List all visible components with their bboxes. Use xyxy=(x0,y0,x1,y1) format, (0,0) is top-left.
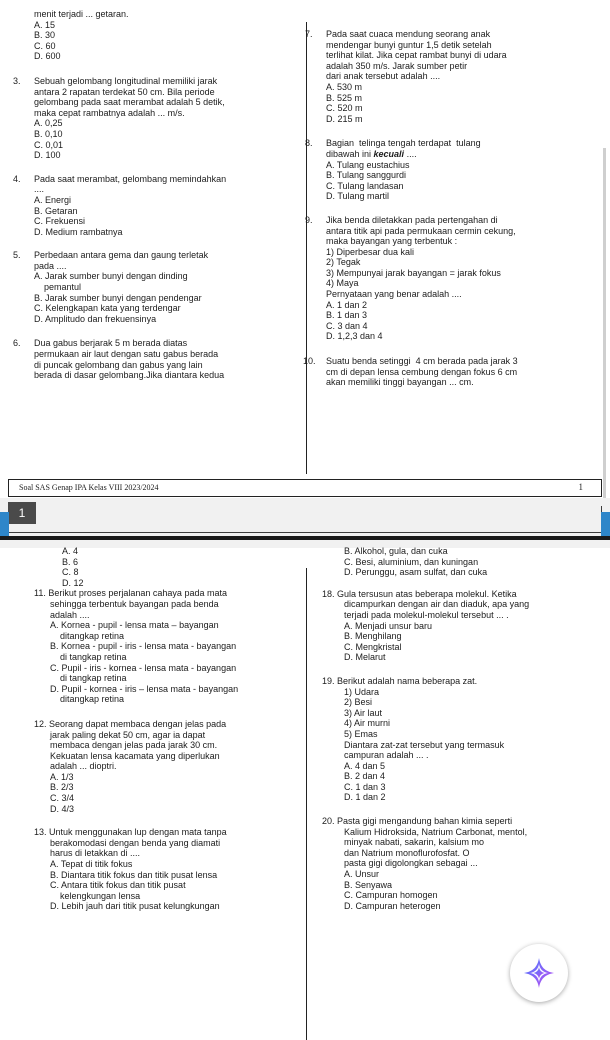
answer-option: ditangkap retina xyxy=(50,694,125,705)
answer-option: B. Jarak sumber bunyi dengan pendengar xyxy=(34,292,202,303)
question-13 xyxy=(34,827,298,912)
question-number: 18. xyxy=(322,588,335,599)
answer-option: D. Amplitudo dan frekuensinya xyxy=(34,313,157,324)
page1-left-column xyxy=(13,9,296,381)
answer-option: C. Pupil - iris - kornea - lensa mata - bayangan xyxy=(50,662,237,673)
question-text: minyak nabati, sakarin, kalsium mo xyxy=(344,837,485,848)
question-text-part: Untuk menggunakan lup dengan mata tanpa xyxy=(49,827,227,838)
answer-option: B. 525 m xyxy=(326,92,363,103)
answer-option: B. 0,10 xyxy=(34,128,63,139)
column-divider xyxy=(306,568,307,1040)
page2-left-column xyxy=(34,546,298,912)
question-text-part: .... xyxy=(404,148,417,159)
answer-option: A. 1 dan 2 xyxy=(326,299,368,310)
question-text: dan Natrium monoflurofosfat. O xyxy=(344,847,470,858)
answer-option: A. Kornea - pupil - lensa mata – bayangan xyxy=(50,620,219,631)
answer-option: C. 0,01 xyxy=(34,139,64,150)
question-text: Suatu benda setinggi 4 cm berada pada jarak 3 xyxy=(326,356,518,367)
emphasis-word: kecuali xyxy=(373,148,405,159)
question-text: akan memiliki tinggi bayangan ... cm. xyxy=(326,377,474,388)
question-number: 20. xyxy=(322,816,335,827)
answer-option: D. Lebih jauh dari titik pusat kelungkungan xyxy=(50,901,220,912)
question-text: 2) Besi xyxy=(344,697,373,708)
answer-option: D. Melarut xyxy=(344,652,386,663)
question-20 xyxy=(322,816,590,911)
question-text: adalah ... dioptri. xyxy=(50,761,117,772)
answer-option: C. 3/4 xyxy=(50,793,75,804)
answer-option: B. 6 xyxy=(62,556,79,567)
answer-option: A. Menjadi unsur baru xyxy=(344,620,433,631)
question-text: antara titik api pada permukaan cermin cekung, xyxy=(326,225,516,236)
answer-option: A. 530 m xyxy=(326,81,363,92)
answer-option: D. 1,2,3 dan 4 xyxy=(326,331,383,342)
question-text xyxy=(34,719,298,730)
question-number: 3. xyxy=(13,75,21,86)
answer-option: B. Alkohol, gula, dan cuka xyxy=(344,546,448,556)
question-text: Dua gabus berjarak 5 m berada diatas xyxy=(34,338,188,349)
question-5 xyxy=(13,250,296,324)
answer-option: B. 30 xyxy=(34,30,56,41)
answer-option: A. Energi xyxy=(34,194,72,205)
question-text: di puncak gelombang dan gabus yang lain xyxy=(34,359,203,370)
answer-option: C. Frekuensi xyxy=(34,216,86,227)
answer-option: C. 60 xyxy=(34,40,56,51)
answer-option: C. 1 dan 3 xyxy=(344,781,386,792)
answer-option: D. 600 xyxy=(34,51,61,62)
answer-option: C. Kelengkapan kata yang terdengar xyxy=(34,303,181,314)
question-text-part: Seorang dapat membaca dengan jelas pada xyxy=(49,718,227,729)
question-text-part: Pasta gigi mengandung bahan kimia seperti xyxy=(337,816,513,827)
question-text: 3) Mempunyai jarak bayangan = jarak fokus xyxy=(326,267,501,278)
answer-option: B. Tulang sanggurdi xyxy=(326,170,407,181)
right-scroll-handle[interactable] xyxy=(601,512,610,536)
answer-option: D. Perunggu, asam sulfat, dan cuka xyxy=(344,567,488,578)
answer-option: D. 4/3 xyxy=(50,803,75,814)
question-18 xyxy=(322,589,590,663)
page-separator-bar xyxy=(0,498,610,548)
answer-option: A. 1/3 xyxy=(50,771,74,782)
page-footer xyxy=(8,479,602,497)
question-number: 5. xyxy=(13,250,21,261)
question-text: pada .... xyxy=(34,260,67,271)
question-4 xyxy=(13,173,296,238)
question-text: antara 2 rapatan terdekat 50 cm. Bila periode xyxy=(34,86,215,97)
question-number: 12. xyxy=(34,718,47,729)
answer-option: A. Tepat di titik fokus xyxy=(50,859,133,870)
answer-option: D. Tulang martil xyxy=(326,191,390,202)
question-text: gelombang pada saat merambat adalah 5 detik, xyxy=(34,97,225,108)
answer-option: C. Mengkristal xyxy=(344,641,402,652)
answer-option: B. 2 dan 4 xyxy=(344,771,386,782)
answer-option: C. 520 m xyxy=(326,103,363,114)
answer-option: C. Antara titik fokus dan titik pusat xyxy=(50,880,186,891)
answer-option: D. 100 xyxy=(34,150,61,161)
answer-option: A. Tulang eustachius xyxy=(326,159,410,170)
left-scroll-handle[interactable] xyxy=(0,512,9,536)
answer-option: B. Menghilang xyxy=(344,631,402,642)
answer-option: kelengkungan lensa xyxy=(50,890,141,901)
question-12 xyxy=(34,719,298,814)
question-text: terjadi pada molekul-molekul tersebut ... . xyxy=(344,609,509,620)
answer-option: pemantul xyxy=(34,282,82,293)
question-text xyxy=(322,589,590,600)
question-text: cm di depan lensa cembung dengan fokus 6 cm xyxy=(326,366,518,377)
question-17-options xyxy=(322,546,590,578)
question-text: membaca dengan jelas pada jarak 30 cm. xyxy=(50,740,218,751)
question-text xyxy=(326,149,588,160)
question-text: Diantara zat-zat tersebut yang termasuk xyxy=(344,739,505,750)
answer-option: D. 12 xyxy=(62,577,84,588)
question-9 xyxy=(305,214,588,342)
question-number: 9. xyxy=(305,214,313,225)
question-text: maka cepat rambatnya adalah ... m/s. xyxy=(34,107,185,118)
question-text: .... xyxy=(34,184,45,195)
question-text: 1) Diperbesar dua kali xyxy=(326,246,415,257)
answer-option: D. 1 dan 2 xyxy=(344,792,386,803)
question-text: 5) Emas xyxy=(344,728,378,739)
question-text: Sebuah gelombang longitudinal memiliki jarak xyxy=(34,75,218,86)
question-text: campuran adalah ... . xyxy=(344,750,429,761)
answer-option: C. Tulang landasan xyxy=(326,180,404,191)
question-text-part: Berikut adalah nama beberapa zat. xyxy=(337,675,478,686)
document-page-1 xyxy=(0,0,610,498)
question-text: menit terjadi ... getaran. xyxy=(34,9,129,19)
question-number: 4. xyxy=(13,173,21,184)
question-text: Kekuatan lensa kacamata yang diperlukan xyxy=(50,750,220,761)
question-text: adalah .... xyxy=(50,609,90,620)
answer-option: D. Campuran heterogen xyxy=(344,900,441,911)
question-2-continued xyxy=(34,9,296,62)
question-text: Pernyataan yang benar adalah .... xyxy=(326,289,462,300)
answer-option: A. 15 xyxy=(34,19,56,30)
question-number: 6. xyxy=(13,338,21,349)
question-11 xyxy=(34,588,298,705)
question-number: 11. xyxy=(34,588,46,599)
question-text: sehingga terbentuk bayangan pada benda xyxy=(50,598,219,609)
answer-option: di tangkap retina xyxy=(50,673,127,684)
question-text: 3) Air laut xyxy=(344,707,383,718)
answer-option: A. Unsur xyxy=(344,869,380,880)
answer-option: D. 215 m xyxy=(326,113,363,124)
question-text: jarak paling dekat 50 cm, agar ia dapat xyxy=(50,729,206,740)
question-text: Bagian telinga tengah terdapat tulang xyxy=(326,138,481,149)
question-text: 2) Tegak xyxy=(326,257,361,268)
answer-option: A. 4 xyxy=(62,546,79,556)
answer-option: B. 2/3 xyxy=(50,782,74,793)
question-text: Jika benda diletakkan pada pertengahan di xyxy=(326,214,498,225)
answer-option: D. Pupil - kornea - iris – lensa mata - bayangan xyxy=(50,683,239,694)
footer-title: Soal SAS Genap IPA Kelas VIII 2023/2024 xyxy=(19,483,159,492)
question-text: 4) Air murni xyxy=(344,718,391,729)
question-text: berakomodasi dengan benda yang diamati xyxy=(50,837,221,848)
question-7 xyxy=(305,29,588,124)
question-text: Kalium Hidroksida, Natrium Carbonat, mentol, xyxy=(344,826,528,837)
page-number-badge[interactable]: 1 xyxy=(8,502,36,524)
question-10-options xyxy=(62,546,298,588)
answer-option: B. Senyawa xyxy=(344,879,393,890)
answer-option: C. 8 xyxy=(62,567,79,578)
answer-option: B. Getaran xyxy=(34,205,78,216)
answer-option: B. 1 dan 3 xyxy=(326,310,368,321)
question-text: 1) Udara xyxy=(344,686,380,697)
page1-right-column xyxy=(303,29,588,388)
question-number: 19. xyxy=(322,675,335,686)
question-text: Pada saat cuaca mendung seorang anak xyxy=(326,29,491,39)
question-19 xyxy=(322,676,590,803)
question-text: Pada saat merambat, gelombang memindahkan xyxy=(34,173,227,184)
question-text: dicampurkan dengan air dan diaduk, apa yang xyxy=(344,599,530,610)
question-text-part: Gula tersusun atas beberapa molekul. Ketika xyxy=(337,588,517,599)
footer-page-number: 1 xyxy=(578,482,583,492)
question-text: adalah 350 m/s. Jarak sumber petir xyxy=(326,60,468,71)
page-shadow xyxy=(0,536,610,540)
ai-assistant-button[interactable] xyxy=(510,944,568,1002)
question-number: 7. xyxy=(305,29,313,39)
answer-option: C. Campuran homogen xyxy=(344,890,438,901)
question-text xyxy=(322,676,590,687)
sparkle-star-icon xyxy=(522,956,556,990)
answer-option: C. 3 dan 4 xyxy=(326,320,368,331)
question-text: berada di dasar gelombang.Jika diantara kedua xyxy=(34,370,225,381)
question-text: maka bayangan yang terbentuk : xyxy=(326,236,458,247)
question-text xyxy=(34,588,298,599)
question-text xyxy=(34,827,298,838)
question-8 xyxy=(305,138,588,202)
question-10 xyxy=(303,356,588,388)
question-3 xyxy=(13,75,296,161)
question-text xyxy=(322,816,590,827)
answer-option: di tangkap retina xyxy=(50,651,127,662)
scrollbar[interactable] xyxy=(603,148,606,498)
page-frame xyxy=(8,506,602,533)
answer-option: A. 0,25 xyxy=(34,118,63,129)
page2-right-column xyxy=(322,546,590,911)
question-text: harus di letakkan di .... xyxy=(50,848,141,859)
question-text-part: Berikut proses perjalanan cahaya pada mata xyxy=(48,588,227,599)
answer-option: A. Jarak sumber bunyi dengan dinding xyxy=(34,271,188,282)
question-text: permukaan air laut dengan satu gabus berada xyxy=(34,349,219,360)
question-text: mendengar bunyi guntur 1,5 detik setelah xyxy=(326,39,492,50)
question-text: 4) Maya xyxy=(326,278,359,289)
question-text: terlihat kilat. Jika cepat rambat bunyi di udara xyxy=(326,50,507,61)
answer-option: D. Medium rambatnya xyxy=(34,226,123,237)
column-divider xyxy=(306,22,307,474)
answer-option: C. Besi, aluminium, dan kuningan xyxy=(344,556,479,567)
answer-option: B. Diantara titik fokus dan titik pusat lensa xyxy=(50,869,218,880)
question-text-part: dibawah ini xyxy=(326,148,374,159)
question-number: 8. xyxy=(305,138,313,149)
answer-option: A. 4 dan 5 xyxy=(344,760,386,771)
question-text: dari anak tersebut adalah .... xyxy=(326,71,441,82)
answer-option: B. Kornea - pupil - iris - lensa mata - bayangan xyxy=(50,641,237,652)
question-text: pasta gigi digolongkan sebagai ... xyxy=(344,858,478,869)
question-6 xyxy=(13,338,296,381)
answer-option: ditangkap retina xyxy=(50,630,125,641)
question-number: 10. xyxy=(303,356,316,367)
question-number: 13. xyxy=(34,827,47,838)
question-text: Perbedaan antara gema dan gaung terletak xyxy=(34,250,209,261)
